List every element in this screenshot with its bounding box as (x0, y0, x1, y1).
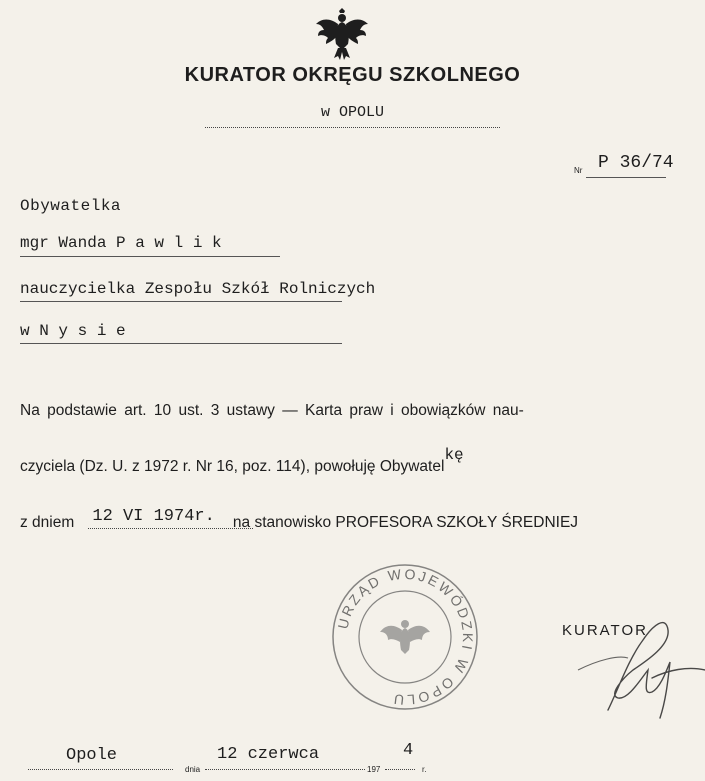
body-line-2-text: czyciela (Dz. U. z 1972 r. Nr 16, poz. 114), powołuję Obywatel (20, 458, 445, 475)
appointment-date-underline (88, 528, 253, 529)
footer-place: Opole (66, 746, 118, 765)
addressee-position: nauczycielka Zespołu Szkół Rolniczych (20, 280, 376, 298)
body-line-2-suffix: kę (444, 446, 464, 464)
document-header-title: KURATOR OKRĘGU SZKOLNEGO (184, 64, 521, 86)
footer-year-underline (385, 769, 415, 770)
eagle-emblem-icon (312, 4, 372, 64)
salutation: Obywatelka (20, 197, 122, 215)
body-line-3 (20, 507, 579, 533)
footer-year-digit: 4 (403, 741, 414, 760)
addressee-location: w N y s i e (20, 322, 126, 340)
body-line-3-prefix: z dniem (20, 514, 75, 531)
footer-date-underline (205, 769, 365, 770)
nr-underline (586, 177, 666, 178)
footer-year-suffix: r. (422, 765, 427, 774)
footer-place-underline (28, 769, 173, 770)
nr-label: Nr (574, 166, 583, 175)
addressee-location-underline (20, 343, 342, 344)
body-line-2 (20, 446, 464, 476)
addressee-position-underline (20, 301, 342, 302)
kurator-title: KURATOR (562, 622, 648, 639)
stamp-eagle-icon (380, 620, 430, 654)
round-stamp (330, 562, 480, 712)
document-header-city: w OPOLU (320, 104, 384, 121)
appointment-date: 12 VI 1974r. (92, 507, 215, 526)
footer-date: 12 czerwca (217, 745, 320, 764)
nr-value: P 36/74 (598, 153, 674, 173)
stamp-text: URZĄD WOJEWÓDZKI W OPOLU (334, 565, 477, 709)
addressee-name: mgr Wanda P a w l i k (20, 234, 222, 252)
addressee-name-underline (20, 256, 280, 257)
footer-year-prefix: 197 (367, 765, 381, 774)
header-underline (205, 127, 500, 128)
body-line-1: Na podstawie art. 10 ust. 3 ustawy — Karta praw i obowiązków nau- (20, 402, 524, 419)
handwritten-signature (548, 600, 705, 730)
footer-dnia-label: dnia (185, 765, 201, 774)
body-line-3-rest: na stanowisko PROFESORA SZKOŁY ŚREDNIEJ (232, 514, 579, 531)
